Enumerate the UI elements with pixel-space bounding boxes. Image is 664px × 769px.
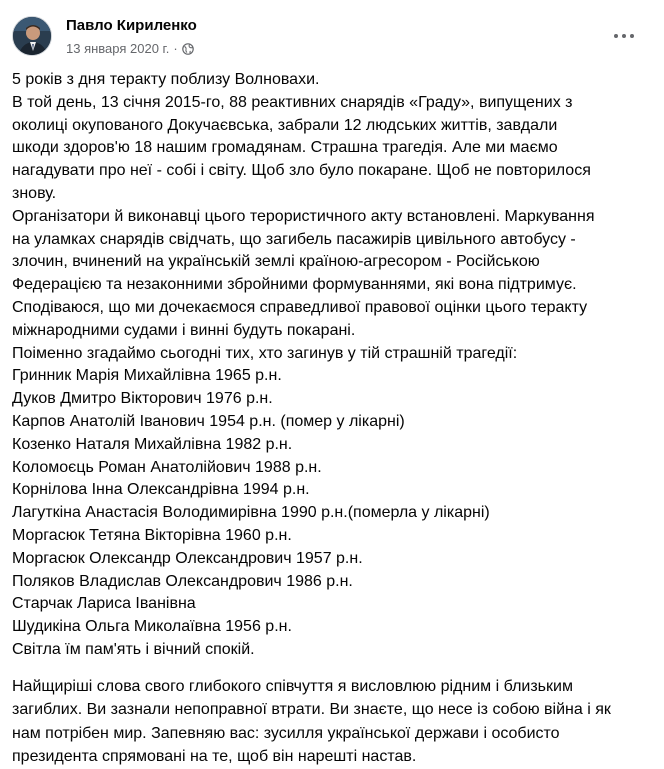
text-line: Поіменно згадаймо сьогодні тих, хто загинув у тій страшній трагедії: [12,344,518,362]
victim-line: Поляков Владислав Олександрович 1986 р.н. [12,572,353,590]
text-line: Сподіваюся, що ми дочекаємося справедливої правової оцінки цього теракту [12,298,588,316]
text-line: міжнародними судами і винні будуть покарані. [12,321,356,339]
victim-line: Дуков Дмитро Вікторович 1976 р.н. [12,390,273,408]
victim-line: Лагуткіна Анастасія Володимирівна 1990 р.н.(померла у лікарні) [12,504,490,522]
text-line: на уламках снарядів свідчать, що загибель пасажирів цивільного автобусу - [12,230,576,248]
text-line: Світла їм пам'ять і вічний спокій. [12,640,255,658]
post-paragraph-2 [12,675,652,769]
text-line: нам потрібен мир. Запевняю вас: зусилля української держави і особисто [12,724,560,742]
text-line: шкоди здоров'ю 18 нашим громадянам. Страшна трагедія. Але ми маємо [12,139,558,157]
text-line: Організатори й виконавці цього терористичного акту встановлені. Маркування [12,207,595,225]
text-line: Федерацією та незаконними збройними формуваннями, які вона підтримує. [12,276,577,294]
victim-line: Козенко Наталя Михайлівна 1982 р.н. [12,435,293,453]
avatar-photo [13,17,52,56]
post-header [0,0,664,70]
text-line: Найщиріші слова свого глибокого співчуття я висловлюю рідним і близьким [12,677,573,695]
text-line: В той день, 13 січня 2015-го, 88 реактивних снарядів «Граду», випущених з [12,93,573,111]
victim-line: Шудикіна Ольга Миколаївна 1956 р.н. [12,618,292,636]
text-line: околиці окупованого Докучаєвська, забрали 12 людських життів, завдали [12,116,558,134]
text-line: знову. [12,184,57,202]
more-options-icon-dot [630,34,634,38]
text-line: нагадувати про неї - собі і світу. Щоб зло було покаране. Щоб не повторилося [12,162,591,180]
more-options-icon [614,34,618,38]
text-line: президента спрямовані на те, щоб він нарешті настав. [12,748,417,766]
text-line: 5 років з дня теракту поблизу Волновахи. [12,71,320,88]
text-line: злочин, вчинений на українській землі країною-агресором - Російською [12,253,540,271]
victim-line: Коломоєць Роман Анатолійович 1988 р.н. [12,458,322,476]
more-options-button[interactable] [606,22,642,50]
text-line: загиблих. Ви зазнали непоправної втрати. Ви знаєте, що несе із собою війна і як [12,701,611,719]
victim-line: Карпов Анатолій Іванович 1954 р.н. (помер у лікарні) [12,412,405,430]
post-date[interactable]: 13 января 2020 г. [66,41,170,56]
more-options-icon-dot [622,34,626,38]
post-meta [66,41,194,56]
globe-icon [182,43,194,55]
post-body [12,69,652,769]
victim-line: Гринник Марія Михайлівна 1965 р.н. [12,367,282,385]
victim-line: Корнілова Інна Олександрівна 1994 р.н. [12,481,310,499]
author-name[interactable]: Павло Кириленко [66,17,197,34]
victim-line: Моргасюк Тетяна Вікторівна 1960 р.н. [12,526,292,544]
victim-line: Моргасюк Олександр Олександрович 1957 р.н. [12,549,363,567]
meta-separator: · [173,41,178,56]
post-paragraph-1 [12,69,652,662]
victim-line: Старчак Лариса Іванівна [12,595,196,613]
avatar[interactable] [12,16,52,56]
